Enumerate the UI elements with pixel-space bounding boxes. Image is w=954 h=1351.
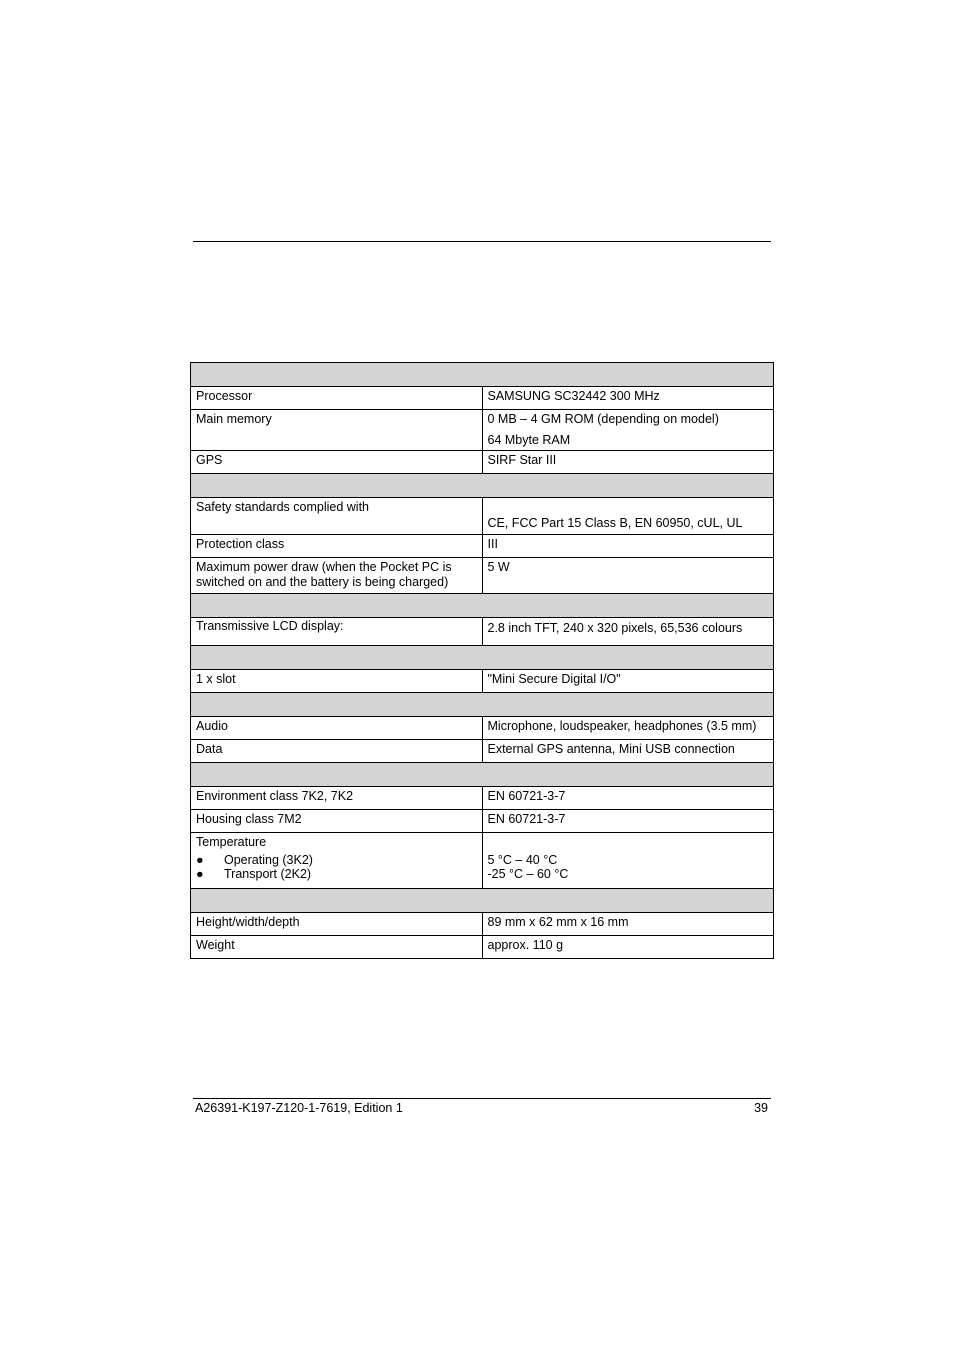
footer-rule [193,1098,771,1099]
row-value: 2.8 inch TFT, 240 x 320 pixels, 65,536 colours [482,618,774,646]
row-label: Safety standards complied with [191,498,483,535]
row-value: EN 60721-3-7 [482,787,774,810]
row-value-line: 0 MB – 4 GM ROM (depending on model) [487,412,719,426]
table-row [191,387,774,410]
table-row [191,936,774,959]
row-label [191,833,483,889]
row-value: External GPS antenna, Mini USB connection [482,740,774,763]
row-value: "Mini Secure Digital I/O" [482,670,774,693]
bullet-text: Operating (3K2) [224,853,313,867]
table-row [191,787,774,810]
row-value: SAMSUNG SC32442 300 MHz [482,387,774,410]
row-value: Microphone, loudspeaker, headphones (3.5 mm) [482,717,774,740]
bullet-item [196,853,477,868]
row-value-line: -25 °C – 60 °C [487,867,569,881]
row-label: 1 x slot [191,670,483,693]
table-row [191,451,774,474]
table-row [191,810,774,833]
row-value: 5 W [482,558,774,594]
row-label: GPS [191,451,483,474]
table-row [191,833,774,889]
footer-doc-id: A26391-K197-Z120-1-7619, Edition 1 [195,1101,403,1115]
row-label: Data [191,740,483,763]
bullet-item [196,867,477,882]
row-label: Transmissive LCD display: [191,618,483,646]
section-header [191,474,774,498]
table-row [191,558,774,594]
section-header [191,363,774,387]
bullet-icon: ● [196,867,204,881]
row-label: Maximum power draw (when the Pocket PC is switched on and the battery is being charged) [191,558,483,594]
row-label: Weight [191,936,483,959]
row-value: III [482,535,774,558]
section-header [191,889,774,913]
table-row [191,618,774,646]
row-value: 89 mm x 62 mm x 16 mm [482,913,774,936]
table-row [191,670,774,693]
row-value [482,833,774,889]
header-rule [193,241,771,242]
table-row [191,717,774,740]
section-header [191,763,774,787]
table-row [191,410,774,451]
section-header [191,646,774,670]
row-value: approx. 110 g [482,936,774,959]
row-value [482,410,774,451]
page-number: 39 [754,1101,768,1115]
section-header [191,594,774,618]
row-value-line: 64 Mbyte RAM [487,433,571,447]
spec-table [190,362,774,959]
table-row [191,498,774,535]
table-row [191,913,774,936]
section-header [191,693,774,717]
table-row [191,535,774,558]
bullet-icon: ● [196,853,204,867]
row-value-line: 5 °C – 40 °C [487,853,558,867]
row-label-text: Temperature [196,835,267,849]
row-value: EN 60721-3-7 [482,810,774,833]
row-label: Audio [191,717,483,740]
row-label: Housing class 7M2 [191,810,483,833]
row-label: Processor [191,387,483,410]
row-label: Environment class 7K2, 7K2 [191,787,483,810]
row-label: Height/width/depth [191,913,483,936]
row-value: CE, FCC Part 15 Class B, EN 60950, cUL, UL [482,498,774,535]
row-label: Protection class [191,535,483,558]
bullet-text: Transport (2K2) [224,867,312,881]
row-value: SIRF Star III [482,451,774,474]
table-row [191,740,774,763]
row-label: Main memory [191,410,483,451]
